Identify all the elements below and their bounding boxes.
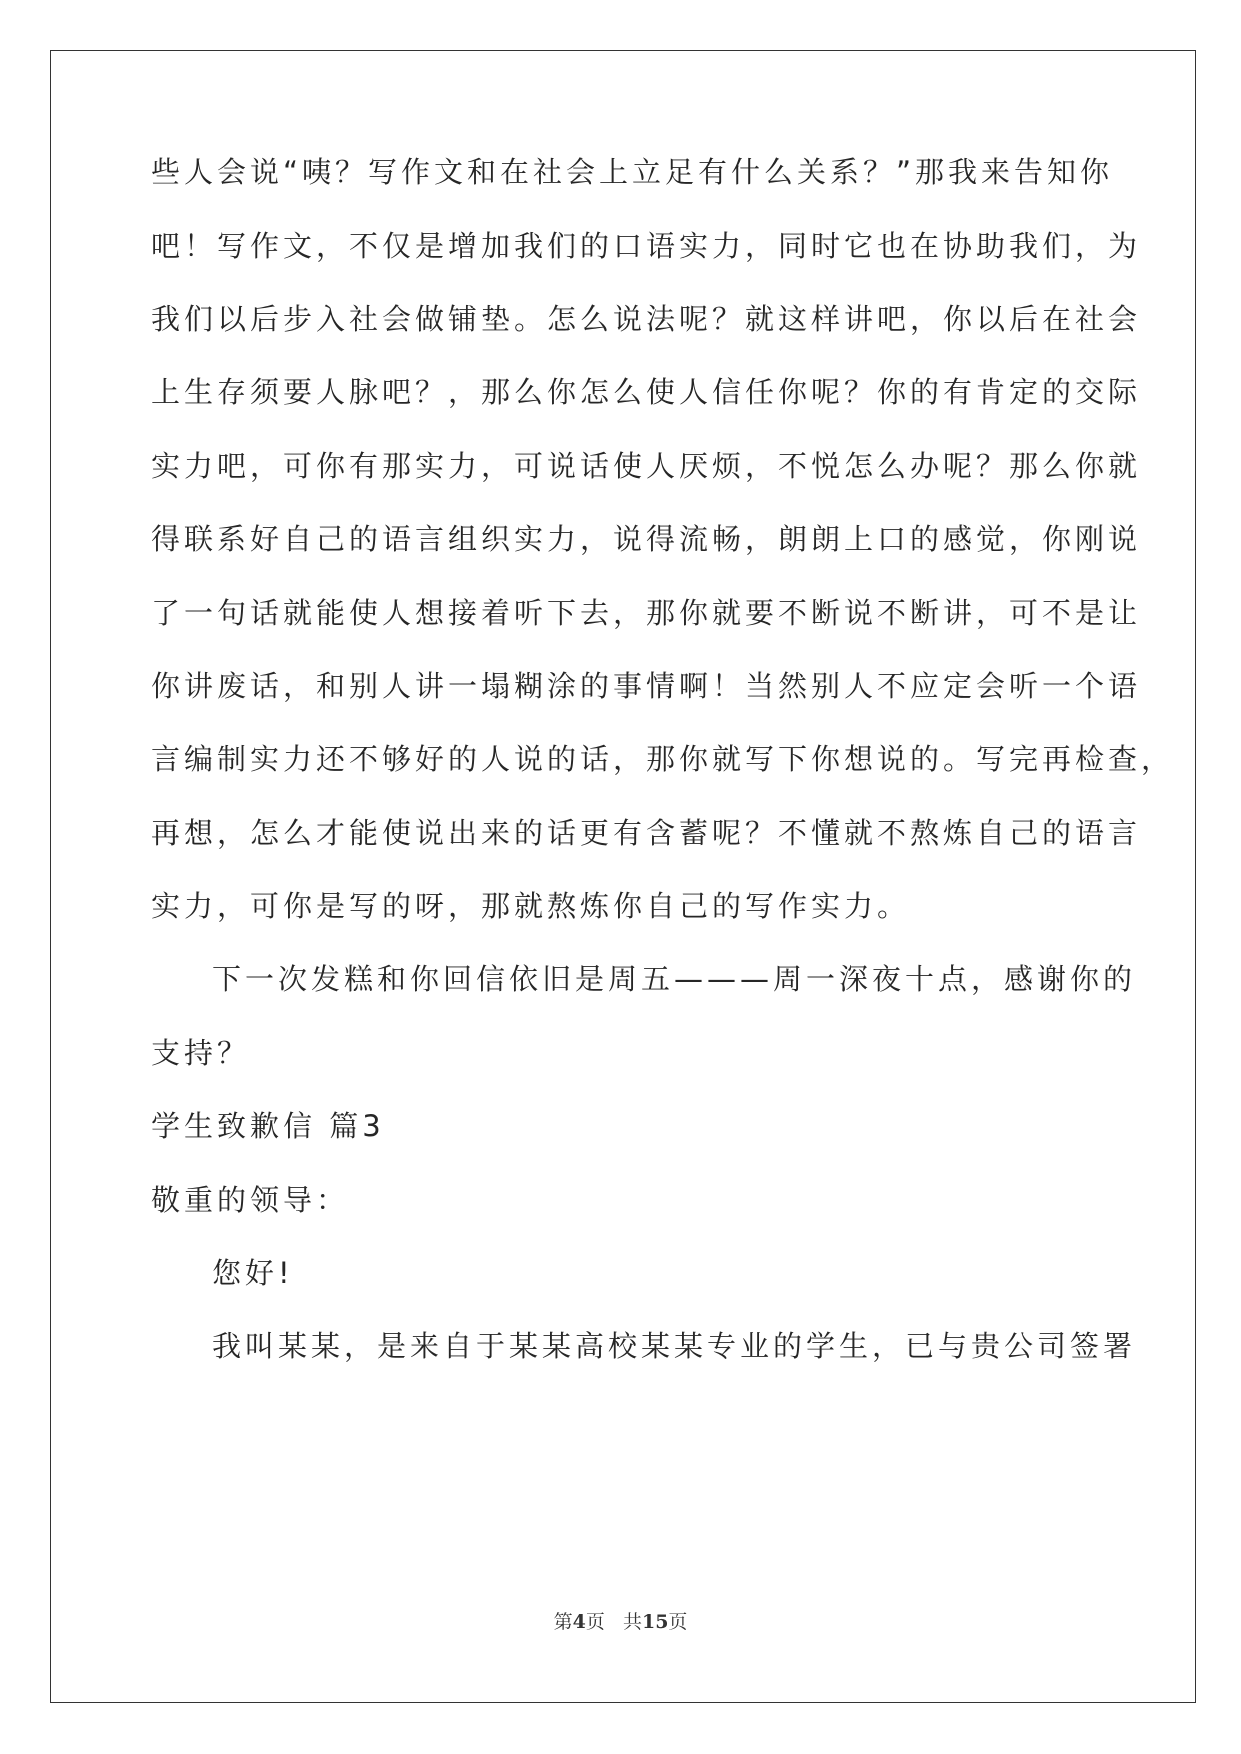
- footer-page-number: 4: [572, 1611, 586, 1633]
- greeting: 您好!: [212, 1256, 294, 1290]
- section-heading: 学生致歉信 篇3: [151, 1109, 385, 1143]
- footer-total-suffix: 页: [668, 1611, 688, 1633]
- footer-total-pages: 15: [641, 1611, 669, 1633]
- footer-total-prefix: 共: [622, 1611, 642, 1633]
- body-line: 了一句话就能使人想接着听下去，那你就要不断说不断讲，可不是让: [151, 596, 1142, 630]
- body-line: 你讲废话，和别人讲一塌糊涂的事情啊！当然别人不应定会听一个语: [151, 669, 1142, 703]
- body-line: 实力，可你是写的呀，那就熬炼你自己的写作实力。: [151, 889, 911, 923]
- body-line: 我们以后步入社会做铺垫。怎么说法呢？就这样讲吧，你以后在社会: [151, 302, 1142, 336]
- body-line: 实力吧，可你有那实力，可说话使人厌烦，不悦怎么办呢？那么你就: [151, 449, 1142, 483]
- body-line: 支持？: [151, 1036, 251, 1070]
- body-line: 再想，怎么才能使说出来的话更有含蓄呢？不懂就不熬炼自己的语言: [151, 816, 1142, 850]
- salutation: 敬重的领导：: [151, 1183, 350, 1217]
- footer-page-suffix: 页: [585, 1611, 605, 1633]
- paragraph-first-line: 我叫某某，是来自于某某高校某某专业的学生，已与贵公司签署: [212, 1329, 1137, 1363]
- paragraph-first-line: 下一次发糕和你回信依旧是周五———周一深夜十点，感谢你的: [212, 962, 1137, 996]
- body-line: 言编制实力还不够好的人说的话，那你就写下你想说的。写完再检查，: [151, 742, 1175, 776]
- body-line: 吧！写作文，不仅是增加我们的口语实力，同时它也在协助我们，为: [151, 229, 1142, 263]
- body-line: 得联系好自己的语言组织实力，说得流畅，朗朗上口的感觉，你刚说: [151, 522, 1142, 556]
- page-border: [50, 50, 1196, 1703]
- page-footer: [0, 1607, 1241, 1634]
- footer-page-prefix: 第: [553, 1611, 573, 1633]
- body-line: 上生存须要人脉吧？，那么你怎么使人信任你呢？你的有肯定的交际: [151, 375, 1142, 409]
- body-line: 些人会说“咦？写作文和在社会上立足有什么关系？”那我来告知你: [151, 155, 1114, 189]
